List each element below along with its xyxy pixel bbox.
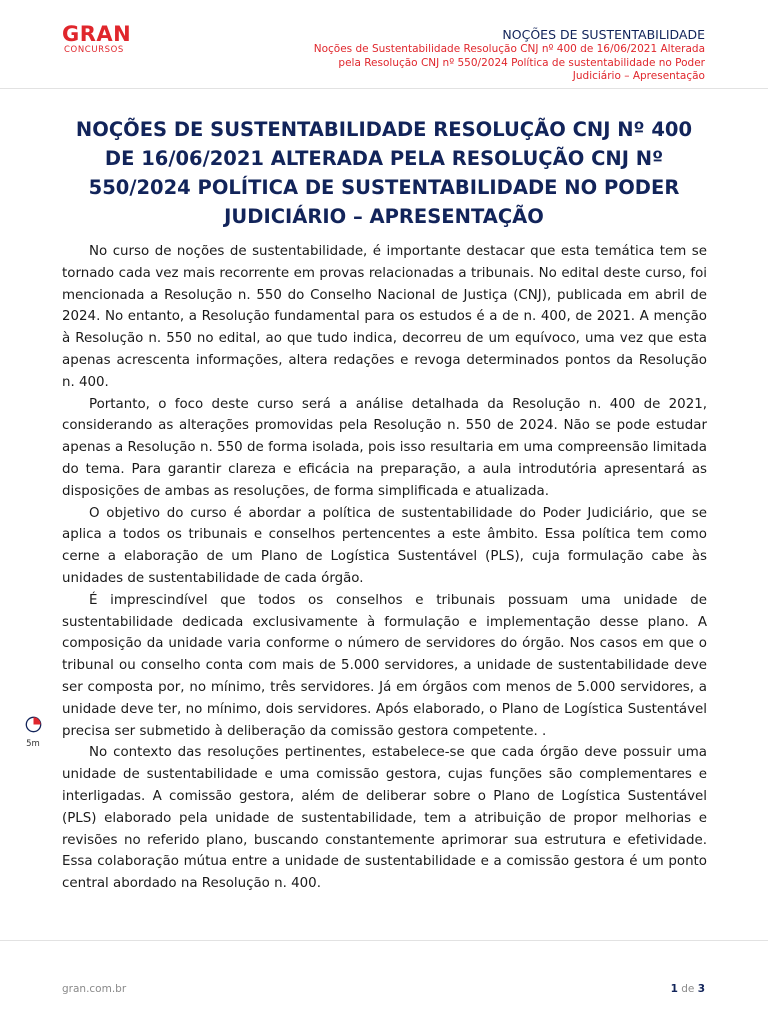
header-subtitle <box>235 43 705 84</box>
logo-brand: GRAN <box>62 22 132 46</box>
paragraph: No contexto das resoluções pertinentes, estabelece-se que cada órgão deve possuir uma unidade de sustentabilidade e uma comissão gestora, cujas funções são complementares e interligadas. A comissão gestora, além de deliberar sobre o Plano de Logística Sustentável (PLS) elaborado pela unidade de sustentabilidade, tem a atribuição de propor melhorias e revisões no referido plano, buscando constantemente aprimorar sua estrutura e efetividade. Essa colaboração mútua entre a unidade de sustentabilidade e a comissão gestora é um ponto central abordado na Resolução n. 400. <box>62 745 707 892</box>
footer-site-link[interactable]: gran.com.br <box>62 983 127 995</box>
paragraph: Portanto, o foco deste curso será a análise detalhada da Resolução n. 400 de 2021, considerando as alterações promovidas pela Resolução n. 550 de 2024. Não se pode estudar apenas a Resolução n. 550 de forma isolada, pois isso resultaria em uma compreensão limitada do tema. Para garantir clareza e eficácia na preparação, a aula introdutória apresentará as disposições de ambas as resoluções, de forma simplificada e atualizada. <box>62 396 707 499</box>
header-subtitle-line: Noções de Sustentabilidade Resolução CNJ nº 400 de 16/06/2021 Alterada <box>313 43 705 55</box>
timer-label: 5m <box>26 739 40 749</box>
paragraph: É imprescindível que todos os conselhos e tribunais possuam uma unidade de sustentabilidade dedicada exclusivamente à formulação e implementação desse plano. A composição da unidade varia conforme o número de servidores do órgão. Nos casos em que o tribunal ou conselho conta com mais de 5.000 servidores, a unidade de sustentabilidade deve ser composta por, no mínimo, três servidores. Já em órgãos com menos de 5.000 servidores, a unidade deve ter, no mínimo, dois servidores. Após elaborado, o Plano de Logística Sustentável precisa ser submetido à deliberação da comissão gestora competente. . <box>62 592 707 739</box>
page-indicator <box>671 983 705 995</box>
footer-divider <box>0 940 768 941</box>
document-title: NOÇÕES DE SUSTENTABILIDADE RESOLUÇÃO CNJ Nº 400 DE 16/06/2021 ALTERADA PELA RESOLUÇÃO CNJ Nº 550/2024 POLÍTICA DE SUSTENTABILIDADE NO PODER JUDICIÁRIO – APRESENTAÇÃO <box>75 118 693 228</box>
running-header <box>235 27 705 84</box>
header-divider <box>0 88 768 89</box>
page-total: 3 <box>697 983 705 995</box>
header-subtitle-line: Judiciário – Apresentação <box>572 70 705 82</box>
document-body <box>62 241 707 895</box>
paragraph: No curso de noções de sustentabilidade, é importante destacar que esta temática tem se tornado cada vez mais recorrente em provas relacionadas a tribunais. No edital deste curso, foi mencionada a Resolução n. 550 do Conselho Nacional de Justiça (CNJ), publicada em abril de 2024. No entanto, a Resolução fundamental para os estudos é a de n. 400, de 2021. A menção à Resolução n. 550 no edital, ao que tudo indica, decorreu de um equívoco, uma vez que esta apenas acrescenta informações, altera redações e revoga determinados pontos da Resolução n. 400. <box>62 244 707 390</box>
reading-time <box>20 716 46 749</box>
paragraph: O objetivo do curso é abordar a política de sustentabilidade do Poder Judiciário, que se aplica a todos os tribunais e conselhos pertencentes a este âmbito. Essa política tem como cerne a elaboração de um Plano de Logística Sustentável (PLS), cuja formulação cabe às unidades de sustentabilidade de cada órgão. <box>62 505 707 586</box>
header-title: NOÇÕES DE SUSTENTABILIDADE <box>502 27 705 42</box>
logo-sub: CONCURSOS <box>64 45 124 55</box>
page-separator: de <box>681 983 695 995</box>
timer-icon <box>25 716 42 733</box>
gran-logo <box>62 24 162 55</box>
page-current: 1 <box>670 983 678 995</box>
header-subtitle-line: pela Resolução CNJ nº 550/2024 Política de sustentabilidade no Poder <box>338 56 705 69</box>
